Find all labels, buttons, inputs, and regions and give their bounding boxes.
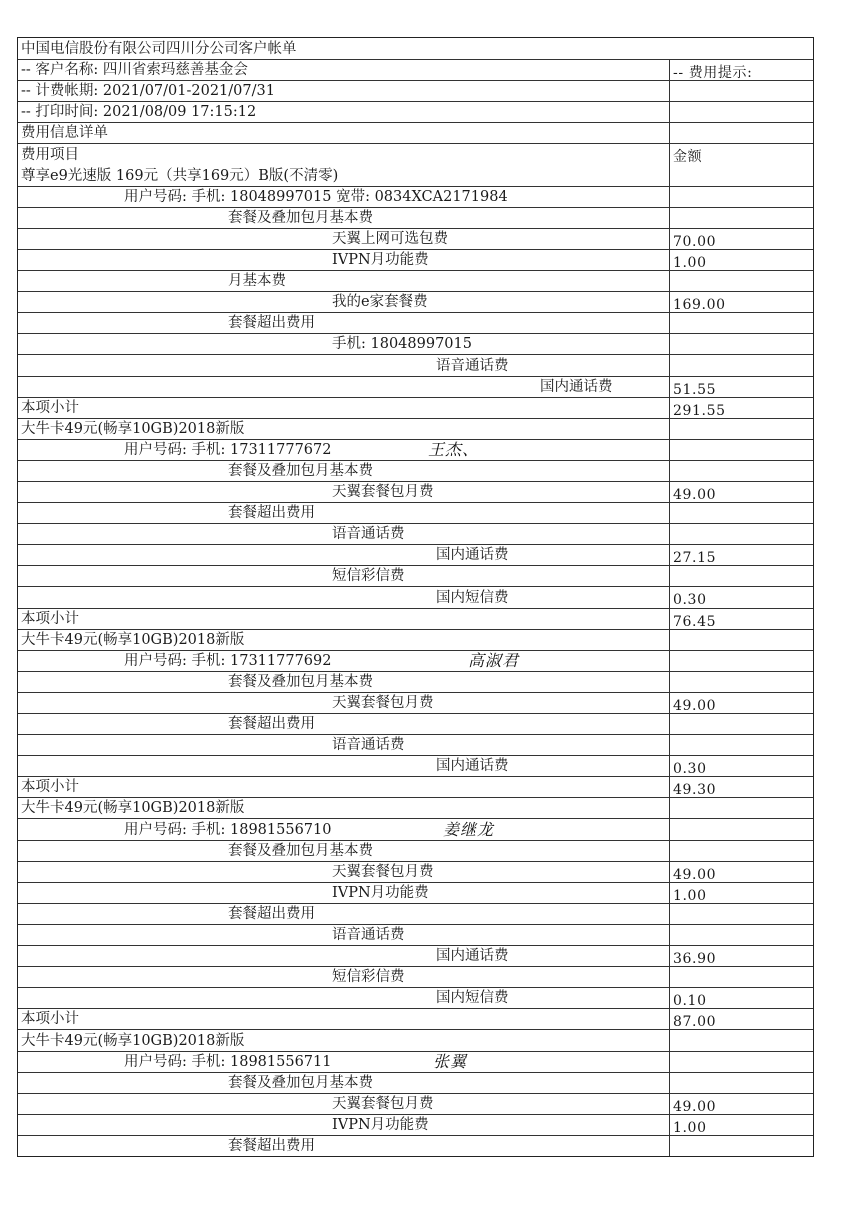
amount-cell: 0.30 — [669, 587, 813, 607]
item-cell — [18, 630, 669, 650]
item-label: IVPN月功能费 — [332, 884, 429, 901]
table-row — [18, 207, 813, 228]
amount-cell — [669, 1136, 813, 1156]
table-row — [18, 397, 813, 418]
amount-cell: 36.90 — [669, 946, 813, 966]
item-label: 尊享e9光速版 169元（共享169元）B版(不清零) — [21, 167, 339, 184]
amount-cell — [669, 651, 813, 671]
table-row — [18, 966, 813, 987]
item-label: 手机: 18048997015 — [332, 336, 472, 353]
item-cell — [18, 819, 669, 839]
amount-cell: 87.00 — [669, 1009, 813, 1029]
bill-table — [17, 37, 814, 1157]
item-cell — [18, 693, 669, 713]
amount-cell — [669, 419, 813, 439]
amount-cell — [669, 714, 813, 734]
table-row — [18, 460, 813, 481]
amount-cell — [669, 735, 813, 755]
item-label: 国内通话费 — [436, 758, 509, 775]
item-label: 用户号码: 手机: 17311777692 — [124, 652, 332, 669]
amount-cell: 1.00 — [669, 883, 813, 903]
amount-cell — [669, 334, 813, 354]
item-cell — [18, 524, 669, 544]
table-row — [18, 713, 813, 734]
item-label: 套餐超出费用 — [228, 505, 315, 522]
item-label: 国内短信费 — [436, 589, 509, 606]
table-row — [18, 354, 813, 375]
table-row — [18, 376, 813, 397]
amount-cell — [669, 630, 813, 650]
table-row — [18, 755, 813, 776]
table-row — [18, 924, 813, 945]
amount-cell — [669, 461, 813, 481]
table-row — [18, 1051, 813, 1072]
item-cell — [18, 946, 669, 966]
item-cell — [18, 1030, 669, 1050]
table-row — [18, 249, 813, 270]
item-cell — [18, 545, 669, 565]
item-cell — [18, 798, 669, 818]
amount-cell — [669, 165, 813, 186]
item-label: 语音通话费 — [332, 526, 405, 543]
amount-cell: 49.00 — [669, 693, 813, 713]
item-cell — [18, 1115, 669, 1135]
table-row — [18, 481, 813, 502]
handwritten-signature: 王杰、 — [428, 439, 480, 459]
item-cell — [18, 398, 669, 418]
fee-hint: -- 费用提示: — [669, 60, 813, 80]
amount-cell: 27.15 — [669, 545, 813, 565]
table-row — [18, 629, 813, 650]
item-cell — [18, 503, 669, 523]
item-cell — [18, 566, 669, 586]
item-label: 套餐及叠加包月基本费 — [228, 1074, 373, 1091]
item-label: 套餐及叠加包月基本费 — [228, 209, 373, 226]
item-label: 国内通话费 — [436, 547, 509, 564]
item-cell — [18, 377, 669, 397]
handwritten-signature: 高淑君 — [468, 650, 520, 670]
item-cell — [18, 1136, 669, 1156]
item-cell — [18, 334, 669, 354]
item-label: 本项小计 — [21, 610, 79, 627]
table-row — [18, 418, 813, 439]
table-row — [18, 945, 813, 966]
amount-cell — [669, 503, 813, 523]
bill-title: 中国电信股份有限公司四川分公司客户帐单 — [21, 41, 297, 58]
item-cell — [18, 587, 669, 607]
item-label: 国内通话费 — [436, 948, 509, 965]
table-row — [18, 882, 813, 903]
item-label: 天翼套餐包月费 — [332, 695, 434, 711]
item-cell — [18, 187, 669, 207]
table-row — [18, 608, 813, 629]
item-cell — [18, 165, 669, 186]
item-cell — [18, 988, 669, 1008]
item-cell — [18, 482, 669, 502]
item-label: 国内通话费 — [540, 378, 613, 395]
item-label: 用户号码: 手机: 18048997015 宽带: 0834XCA2171984 — [124, 188, 508, 205]
amount-cell: 76.45 — [669, 609, 813, 629]
table-row — [18, 165, 813, 186]
item-label: 套餐超出费用 — [228, 905, 315, 922]
table-row — [18, 650, 813, 671]
amount-cell — [669, 672, 813, 692]
table-row — [18, 1135, 813, 1156]
amount-cell — [669, 187, 813, 207]
item-label: 套餐及叠加包月基本费 — [228, 842, 373, 859]
item-label: 套餐超出费用 — [228, 716, 315, 733]
item-cell — [18, 756, 669, 776]
item-label: 天翼套餐包月费 — [332, 863, 434, 880]
amount-cell — [669, 1030, 813, 1050]
amount-cell — [669, 208, 813, 228]
billing-period-row — [18, 80, 813, 101]
table-row — [18, 565, 813, 586]
amount-cell: 51.55 — [669, 377, 813, 397]
item-cell — [18, 862, 669, 882]
item-cell — [18, 461, 669, 481]
item-cell — [18, 714, 669, 734]
item-label: 用户号码: 手机: 18981556711 — [124, 1053, 332, 1070]
table-row — [18, 586, 813, 607]
item-cell — [18, 1094, 669, 1114]
customer-name: -- 客户名称: 四川省索玛慈善基金会 — [21, 62, 248, 79]
table-row — [18, 797, 813, 818]
bill-title-row — [18, 38, 813, 59]
handwritten-signature: 姜继龙 — [443, 819, 495, 839]
amount-cell: 49.30 — [669, 777, 813, 797]
amount-cell: 291.55 — [669, 398, 813, 418]
item-label: 语音通话费 — [332, 737, 405, 754]
item-cell — [18, 355, 669, 375]
amount-cell: 49.00 — [669, 862, 813, 882]
amount-cell — [669, 355, 813, 375]
item-cell — [18, 292, 669, 312]
item-label: 本项小计 — [21, 779, 79, 796]
item-cell — [18, 1009, 669, 1029]
table-row — [18, 1008, 813, 1029]
column-header-amount: 金额 — [669, 144, 813, 164]
amount-cell: 49.00 — [669, 482, 813, 502]
item-cell — [18, 1052, 669, 1072]
billing-period: -- 计费帐期: 2021/07/01-2021/07/31 — [21, 83, 275, 100]
amount-cell — [669, 925, 813, 945]
table-row — [18, 312, 813, 333]
amount-cell — [669, 904, 813, 924]
item-label: 国内短信费 — [436, 990, 509, 1007]
item-label: 本项小计 — [21, 399, 79, 416]
item-label: 大牛卡49元(畅享10GB)2018新版 — [21, 631, 245, 648]
item-cell — [18, 967, 669, 987]
line-items — [18, 165, 813, 1156]
handwritten-signature: 张翼 — [433, 1051, 468, 1071]
amount-cell — [669, 440, 813, 460]
detail-header-row — [18, 122, 813, 143]
table-row — [18, 1114, 813, 1135]
item-label: 用户号码: 手机: 18981556710 — [124, 821, 332, 838]
column-header-row — [18, 143, 813, 164]
table-row — [18, 692, 813, 713]
amount-cell: 169.00 — [669, 292, 813, 312]
item-label: 套餐及叠加包月基本费 — [228, 673, 373, 690]
table-row — [18, 1072, 813, 1093]
item-label: 月基本费 — [228, 273, 286, 290]
item-cell — [18, 925, 669, 945]
table-row — [18, 1093, 813, 1114]
item-cell — [18, 229, 669, 249]
item-label: 套餐超出费用 — [228, 315, 315, 332]
item-label: 天翼套餐包月费 — [332, 484, 434, 501]
table-row — [18, 1029, 813, 1050]
table-row — [18, 291, 813, 312]
amount-cell: 0.30 — [669, 756, 813, 776]
item-label: 短信彩信费 — [332, 969, 405, 986]
item-cell — [18, 208, 669, 228]
print-time: -- 打印时间: 2021/08/09 17:15:12 — [21, 104, 257, 121]
amount-cell — [669, 566, 813, 586]
amount-cell: 0.10 — [669, 988, 813, 1008]
item-cell — [18, 883, 669, 903]
amount-cell — [669, 1073, 813, 1093]
item-label: 用户号码: 手机: 17311777672 — [124, 441, 332, 458]
table-row — [18, 776, 813, 797]
item-label: 套餐超出费用 — [228, 1137, 315, 1154]
amount-cell — [669, 524, 813, 544]
item-cell — [18, 777, 669, 797]
amount-cell — [669, 1052, 813, 1072]
item-cell — [18, 419, 669, 439]
item-label: 天翼上网可选包费 — [332, 230, 448, 247]
table-row — [18, 671, 813, 692]
column-header-item: 费用项目 — [21, 146, 79, 163]
table-row — [18, 734, 813, 755]
amount-cell — [669, 798, 813, 818]
item-cell — [18, 904, 669, 924]
amount-cell — [669, 271, 813, 291]
item-cell — [18, 313, 669, 333]
item-label: 大牛卡49元(畅享10GB)2018新版 — [21, 420, 245, 437]
item-label: 短信彩信费 — [332, 568, 405, 585]
item-cell — [18, 609, 669, 629]
table-row — [18, 502, 813, 523]
print-time-row — [18, 101, 813, 122]
item-cell — [18, 1073, 669, 1093]
item-cell — [18, 841, 669, 861]
amount-cell: 1.00 — [669, 250, 813, 270]
amount-cell: 1.00 — [669, 1115, 813, 1135]
table-row — [18, 270, 813, 291]
item-cell — [18, 271, 669, 291]
item-label: 大牛卡49元(畅享10GB)2018新版 — [21, 800, 245, 817]
table-row — [18, 228, 813, 249]
table-row — [18, 523, 813, 544]
item-cell — [18, 651, 669, 671]
item-cell — [18, 735, 669, 755]
table-row — [18, 544, 813, 565]
item-label: 天翼套餐包月费 — [332, 1095, 434, 1112]
item-label: 语音通话费 — [436, 357, 509, 374]
item-label: 语音通话费 — [332, 927, 405, 944]
amount-cell: 49.00 — [669, 1094, 813, 1114]
item-label: IVPN月功能费 — [332, 1116, 429, 1133]
table-row — [18, 840, 813, 861]
amount-cell — [669, 841, 813, 861]
table-row — [18, 903, 813, 924]
item-cell — [18, 250, 669, 270]
customer-row — [18, 59, 813, 80]
item-label: IVPN月功能费 — [332, 252, 429, 269]
table-row — [18, 818, 813, 839]
table-row — [18, 987, 813, 1008]
amount-cell — [669, 819, 813, 839]
item-cell — [18, 440, 669, 460]
detail-header: 费用信息详单 — [21, 125, 108, 142]
table-row — [18, 333, 813, 354]
item-label: 我的e家套餐费 — [332, 294, 428, 311]
table-row — [18, 861, 813, 882]
item-label: 本项小计 — [21, 1011, 79, 1028]
amount-cell — [669, 313, 813, 333]
item-label: 套餐及叠加包月基本费 — [228, 462, 373, 479]
table-row — [18, 439, 813, 460]
amount-cell: 70.00 — [669, 229, 813, 249]
amount-cell — [669, 967, 813, 987]
item-cell — [18, 672, 669, 692]
table-row — [18, 186, 813, 207]
item-label: 大牛卡49元(畅享10GB)2018新版 — [21, 1032, 245, 1049]
